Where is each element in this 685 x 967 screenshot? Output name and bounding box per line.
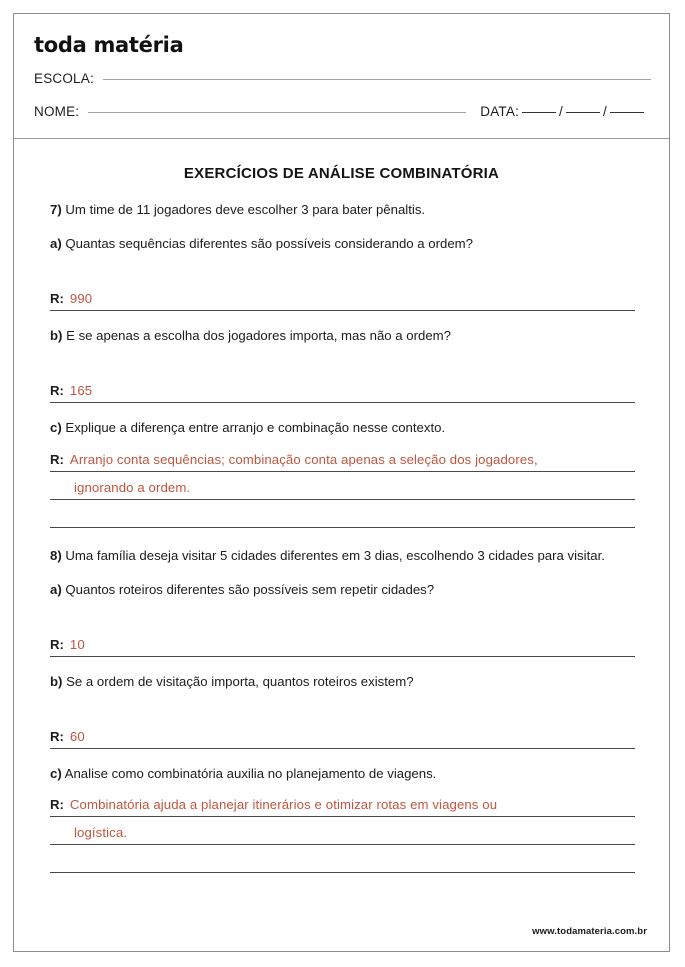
question-7a-prompt: Quantas sequências diferentes são possíveis considerando a ordem? [65, 236, 474, 252]
question-7a-marker: a) [50, 236, 62, 252]
question-8b-text [36, 672, 647, 691]
school-label: ESCOLA: [34, 71, 94, 86]
question-7b-text [36, 326, 647, 345]
date-field-group [480, 104, 647, 119]
question-7b-marker: b) [50, 328, 63, 344]
question-8a-marker: a) [50, 581, 62, 597]
question-8c-answer-line-2[interactable] [50, 817, 635, 845]
question-8-number: 8) [50, 547, 62, 563]
question-7c-answer-label: R: [50, 451, 64, 467]
question-8a-answer-block [36, 629, 647, 657]
question-8c-prompt: Analise como combinatória auxilia no planejamento de viagens. [64, 765, 437, 781]
question-7b-prompt: E se apenas a escolha dos jogadores importa, mas não a ordem? [66, 328, 451, 344]
question-8c-text [36, 764, 647, 783]
question-7a-text [36, 234, 647, 253]
question-8c-answer-line-3[interactable] [50, 845, 635, 873]
question-7c-answer-value-1: Arranjo conta sequências; combinação conta apenas a seleção dos jogadores, [69, 451, 538, 467]
question-7c-text [36, 418, 647, 437]
question-8c-answer-line-1[interactable] [50, 789, 635, 817]
question-8a-answer-value: 10 [69, 636, 85, 652]
footer-website-url: www.todamateria.com.br [532, 926, 647, 937]
question-7a-answer-block [36, 283, 647, 311]
school-field-row [34, 71, 651, 86]
question-8a-prompt: Quantos roteiros diferentes são possíveis sem repetir cidades? [65, 581, 435, 597]
question-8a-answer-label: R: [50, 636, 64, 652]
date-year-input[interactable] [610, 112, 644, 113]
date-separator-1: / [559, 104, 563, 119]
question-7b-answer-label: R: [50, 383, 64, 399]
question-7b-answer-line[interactable] [50, 375, 635, 403]
question-7c-answer-line-3[interactable] [50, 500, 635, 528]
question-7b-answer-value: 165 [69, 383, 93, 399]
page-title: EXERCÍCIOS DE ANÁLISE COMBINATÓRIA [183, 165, 500, 182]
question-7a-answer-value: 990 [69, 291, 93, 307]
question-7-number: 7) [50, 202, 62, 217]
question-8b-answer-label: R: [50, 728, 64, 744]
worksheet-content [14, 165, 669, 873]
question-8c-answer-label: R: [50, 797, 64, 813]
question-7-stem-text: Um time de 11 jogadores deve escolher 3 para bater pênaltis. [65, 202, 426, 217]
question-8b-marker: b) [50, 673, 63, 689]
worksheet-header [14, 14, 669, 139]
question-7a-answer-line[interactable] [50, 283, 635, 311]
question-7-stem [36, 200, 647, 219]
question-8b-answer-value: 60 [69, 728, 85, 744]
date-day-input[interactable] [522, 112, 556, 113]
question-8b-prompt: Se a ordem de visitação importa, quantos roteiros existem? [66, 673, 414, 689]
date-label: DATA: [480, 104, 520, 119]
question-8a-text [36, 580, 647, 599]
question-7c-answer-value-2: ignorando a ordem. [74, 479, 191, 495]
question-8-stem-text: Uma família deseja visitar 5 cidades diferentes em 3 dias, escolhendo 3 cidades para visitar. [65, 547, 605, 563]
question-8b-answer-block [36, 721, 647, 749]
question-7c-prompt: Explique a diferença entre arranjo e combinação nesse contexto. [65, 420, 446, 436]
question-8b-answer-line[interactable] [50, 721, 635, 749]
question-7c-answer-line-1[interactable] [50, 444, 635, 472]
question-8c-answer-block [36, 789, 647, 873]
question-7c-answer-block [36, 444, 647, 528]
question-8-stem [36, 546, 647, 565]
question-7b-answer-block [36, 375, 647, 403]
name-input-line[interactable] [88, 112, 466, 113]
worksheet-page [13, 13, 670, 952]
question-8c-marker: c) [50, 765, 62, 781]
question-8c-answer-value-1: Combinatória ajuda a planejar itinerários e otimizar rotas em viagens ou [69, 797, 498, 813]
brand-logo: toda matéria [34, 33, 184, 57]
question-8a-answer-line[interactable] [50, 629, 635, 657]
name-label: NOME: [34, 104, 80, 119]
date-separator-2: / [602, 104, 607, 119]
school-input-line[interactable] [103, 79, 651, 80]
date-month-input[interactable] [566, 112, 600, 113]
question-7c-marker: c) [50, 420, 62, 436]
question-7c-answer-line-2[interactable] [50, 472, 635, 500]
question-7a-answer-label: R: [50, 291, 64, 307]
question-8c-answer-value-2: logística. [74, 825, 128, 841]
name-date-field-row [34, 104, 651, 119]
